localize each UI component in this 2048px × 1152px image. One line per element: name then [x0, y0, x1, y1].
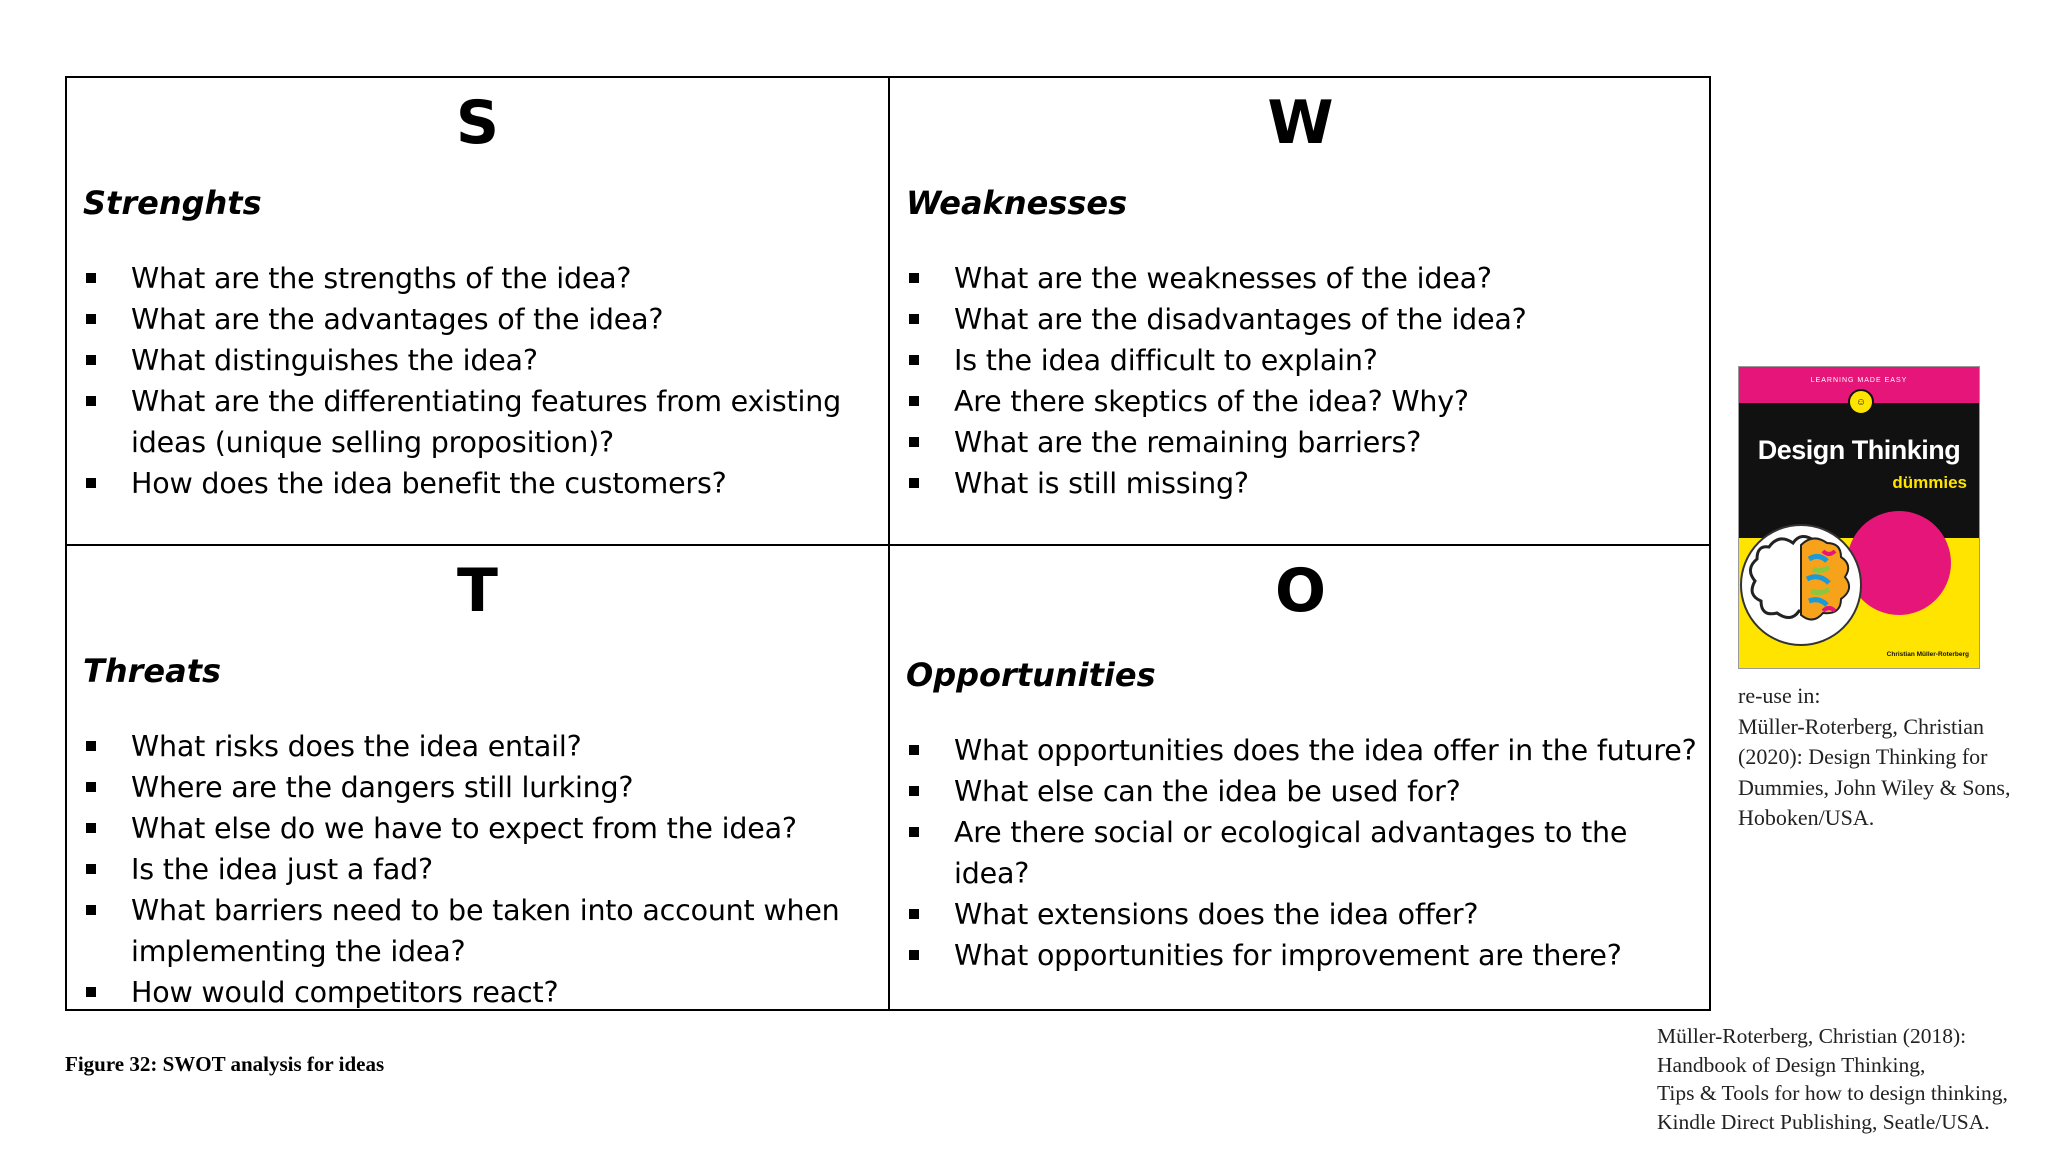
question-list [906, 258, 1699, 504]
quadrant-heading: Weaknesses [906, 184, 1128, 222]
question-item [83, 381, 876, 463]
source-reference [1657, 1022, 2048, 1136]
book-cover [1738, 366, 1980, 669]
question-text: Are there social or ecological advantages to the idea? [954, 816, 1628, 890]
question-text: What risks does the idea entail? [131, 730, 582, 763]
quadrant-letter: W [1267, 88, 1334, 158]
question-item [906, 935, 1699, 976]
bullet-icon [909, 396, 919, 406]
bullet-icon [909, 827, 919, 837]
bullet-icon [909, 786, 919, 796]
question-item [83, 972, 876, 1013]
question-text: What extensions does the idea offer? [954, 898, 1479, 931]
question-text: How would competitors react? [131, 976, 559, 1009]
bullet-icon [909, 437, 919, 447]
question-text: How does the idea benefit the customers? [131, 467, 727, 500]
book-title: Design Thinking [1757, 435, 1961, 465]
question-text: What else can the idea be used for? [954, 775, 1461, 808]
question-item [83, 808, 876, 849]
question-list [906, 730, 1699, 976]
bullet-icon [86, 782, 96, 792]
book-series-label: LEARNING MADE EASY [1810, 377, 1908, 384]
question-text: What is still missing? [954, 467, 1249, 500]
figure-caption: Figure 32: SWOT analysis for ideas [65, 1052, 385, 1076]
question-item [83, 258, 876, 299]
text-line: (2020): Design Thinking for [1738, 744, 1988, 769]
question-item [83, 299, 876, 340]
question-item [83, 767, 876, 808]
question-text: What are the advantages of the idea? [131, 303, 664, 336]
bullet-icon [86, 741, 96, 751]
question-text: What are the weaknesses of the idea? [954, 262, 1492, 295]
question-text: What are the strengths of the idea? [131, 262, 632, 295]
quadrant-heading: Opportunities [906, 656, 1156, 694]
bullet-icon [86, 314, 96, 324]
bullet-icon [909, 909, 919, 919]
brain-illustration-icon [1739, 507, 1980, 669]
question-item [906, 771, 1699, 812]
text-line: Hoboken/USA. [1738, 805, 1875, 830]
bullet-icon [909, 314, 919, 324]
bullet-icon [86, 987, 96, 997]
reuse-note [1738, 681, 2048, 834]
question-text: What are the disadvantages of the idea? [954, 303, 1527, 336]
quadrant-letter: O [1274, 556, 1326, 626]
text-line: Handbook of Design Thinking, [1657, 1052, 1926, 1077]
question-item [906, 812, 1699, 894]
bullet-icon [86, 905, 96, 915]
text-line: Tips & Tools for how to design thinking, [1657, 1081, 2008, 1105]
question-text: What barriers need to be taken into account when implementing the idea? [131, 894, 840, 968]
book-brand: dümmies [1892, 473, 1967, 492]
question-item [906, 894, 1699, 935]
question-text: What else do we have to expect from the idea? [131, 812, 797, 845]
text-line: Kindle Direct Publishing, Seatle/USA. [1657, 1109, 1990, 1134]
bullet-icon [909, 355, 919, 365]
question-text: Where are the dangers still lurking? [131, 771, 634, 804]
question-text: Is the idea difficult to explain? [954, 344, 1378, 377]
question-list [83, 726, 876, 1013]
question-item [83, 340, 876, 381]
swot-matrix [65, 76, 1711, 1011]
question-item [906, 340, 1699, 381]
question-item [83, 849, 876, 890]
question-text: What are the differentiating features from existing ideas (unique selling proposition)? [131, 385, 841, 459]
quadrant-threats [67, 546, 888, 1011]
bullet-icon [86, 823, 96, 833]
quadrant-heading: Threats [83, 652, 222, 690]
question-item [83, 726, 876, 767]
question-item [83, 463, 876, 504]
question-item [906, 422, 1699, 463]
bullet-icon [86, 864, 96, 874]
bullet-icon [86, 478, 96, 488]
quadrant-heading: Strenghts [83, 184, 262, 222]
dummies-logo-icon: ☺ [1848, 389, 1874, 415]
bullet-icon [909, 273, 919, 283]
quadrant-letter: S [455, 88, 500, 158]
question-text: Are there skeptics of the idea? Why? [954, 385, 1469, 418]
text-line: re-use in: [1738, 683, 1821, 708]
question-list [83, 258, 876, 504]
bullet-icon [86, 355, 96, 365]
text-line: Dummies, John Wiley & Sons, [1738, 774, 2011, 800]
question-item [906, 730, 1699, 771]
question-item [906, 381, 1699, 422]
quadrant-opportunities [890, 546, 1711, 1011]
bullet-icon [909, 950, 919, 960]
book-author: Christian Müller-Roterberg [1886, 651, 1969, 658]
bullet-icon [86, 273, 96, 283]
quadrant-letter: T [457, 556, 498, 626]
quadrant-weaknesses [890, 78, 1711, 544]
question-item [906, 299, 1699, 340]
bullet-icon [86, 396, 96, 406]
bullet-icon [909, 745, 919, 755]
bullet-icon [909, 478, 919, 488]
question-item [906, 258, 1699, 299]
text-line: Müller-Roterberg, Christian [1738, 713, 1984, 739]
quadrant-strengths [67, 78, 888, 544]
question-item [83, 890, 876, 972]
text-line: Müller-Roterberg, Christian (2018): [1657, 1024, 1967, 1048]
question-item [906, 463, 1699, 504]
question-text: What opportunities for improvement are there? [954, 939, 1622, 972]
question-text: Is the idea just a fad? [131, 853, 433, 886]
question-text: What opportunities does the idea offer in the future? [954, 734, 1697, 767]
question-text: What are the remaining barriers? [954, 426, 1422, 459]
question-text: What distinguishes the idea? [131, 344, 538, 377]
